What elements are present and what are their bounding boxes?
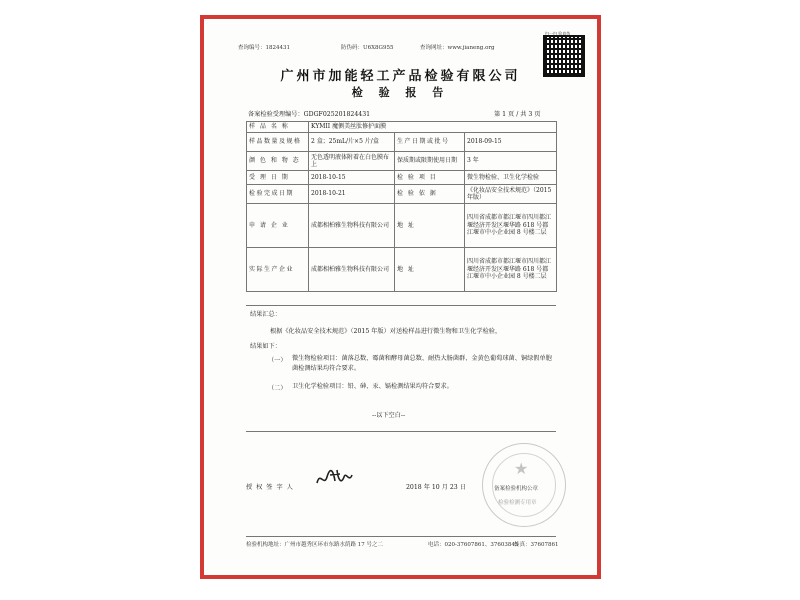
shelf-life-value: 3 年	[465, 152, 557, 171]
manufacturer-address-label: 地 址	[395, 248, 465, 292]
summary-conclusion-lead: 结果如下：	[250, 343, 281, 350]
basis-label: 检 验 依 据	[395, 185, 465, 204]
table-row	[247, 152, 557, 171]
table-row	[247, 248, 557, 292]
summary-bottom-divider	[246, 431, 556, 432]
footer-divider	[246, 536, 556, 537]
serial-number: 查询编号：1824431	[238, 45, 290, 51]
signatory-label: 授 权 签 字 人	[246, 484, 294, 491]
finish-date-label: 检验完成日期	[247, 185, 309, 204]
table-row	[247, 122, 557, 133]
table-row	[247, 204, 557, 248]
applicant-value: 成都相柏雅生物科技有限公司	[309, 204, 395, 248]
item1-text: 微生物检验项目：菌落总数、霉菌和酵母菌总数、耐热大肠菌群、金黄色葡萄球菌、铜绿假单胞菌检测结果均符合要求。	[292, 355, 552, 372]
report-document	[206, 21, 595, 573]
report-title: 检 验 报 告	[351, 86, 450, 99]
applicant-label: 申 请 企 业	[247, 204, 309, 248]
prod-date-value: 2018-09-15	[465, 133, 557, 152]
lab-address: 检验机构地址：广州市越秀区环市东路水荫路 17 号之二	[246, 542, 383, 548]
accept-number: 备案检验受理编号：GDGF025201824431	[248, 111, 371, 118]
info-table	[246, 121, 557, 292]
prod-date-label: 生产日期或批号	[395, 133, 465, 152]
qr-caption: 扫一扫 验真伪	[545, 31, 571, 36]
item2-text: 卫生化学检验项目：铅、砷、汞、镉检测结果均符合要求。	[292, 383, 453, 390]
table-row	[247, 133, 557, 152]
blank-below-marker: --以下空白--	[372, 412, 406, 419]
item2-number: （二）	[268, 385, 287, 392]
applicant-address-value: 四川省成都市都江堰市四川都江堰经济开发区堰华路 618 号都江堰市中小企业园 8 号楼二层	[465, 204, 557, 248]
table-row	[247, 171, 557, 185]
anti-fake-code: 防伪码：U6X8G955	[341, 45, 394, 51]
summary-heading: 结果汇总：	[250, 311, 281, 318]
page-indicator: 第 1 页 / 共 3 页	[494, 111, 541, 118]
seal-text: 检验检测专用章	[498, 500, 537, 506]
summary-intro: 根据《化妆品安全技术规范》（2015 年版）对送检样品进行微生物和卫生化学检验，	[270, 328, 502, 335]
qty-spec-value: 2 盒；25mL/片×5 片/盒	[309, 133, 395, 152]
color-label: 颜 色 和 物 态	[247, 152, 309, 171]
basis-value: 《化妆品安全技术规范》（2015 年版）	[465, 185, 557, 204]
query-url: 查询网址：www.jianeng.org	[420, 45, 495, 51]
manufacturer-value: 成都相柏雅生物科技有限公司	[309, 248, 395, 292]
sample-name-value: KYMII 魔侧美丝肽修护面膜	[309, 122, 557, 133]
item1-number: （一）	[268, 357, 287, 364]
finish-date-value: 2018-10-21	[309, 185, 395, 204]
lab-fax: 传真：37607861	[514, 542, 559, 548]
stamp-label: 备案检验机构公章	[494, 486, 539, 492]
seal-star-icon: ★	[514, 459, 529, 478]
receive-date-value: 2018-10-15	[309, 171, 395, 185]
qty-spec-label: 样品数量及规格	[247, 133, 309, 152]
applicant-address-label: 地 址	[395, 204, 465, 248]
manufacturer-address-value: 四川省成都市都江堰市四川都江堰经济开发区堰华路 618 号都江堰市中小企业园 8 号楼二层	[465, 248, 557, 292]
company-title: 广州市加能轻工产品检验有限公司	[280, 69, 521, 84]
test-items-value: 微生物检验、卫生化学检验	[465, 171, 557, 185]
color-value: 无色透明液体附着在白色膜布上	[309, 152, 395, 171]
signature-date: 2018 年 10 月 23 日	[406, 484, 466, 491]
sample-name-label: 样 品 名 称	[247, 122, 309, 133]
table-row	[247, 185, 557, 204]
shelf-life-label: 保质期或限期使用日期	[395, 152, 465, 171]
test-items-label: 检 验 项 目	[395, 171, 465, 185]
summary-divider	[246, 305, 556, 306]
receive-date-label: 受 理 日 期	[247, 171, 309, 185]
lab-phone: 电话：020-37607861、37603845	[428, 542, 519, 548]
handwritten-signature	[314, 465, 356, 491]
manufacturer-label: 实际生产企业	[247, 248, 309, 292]
